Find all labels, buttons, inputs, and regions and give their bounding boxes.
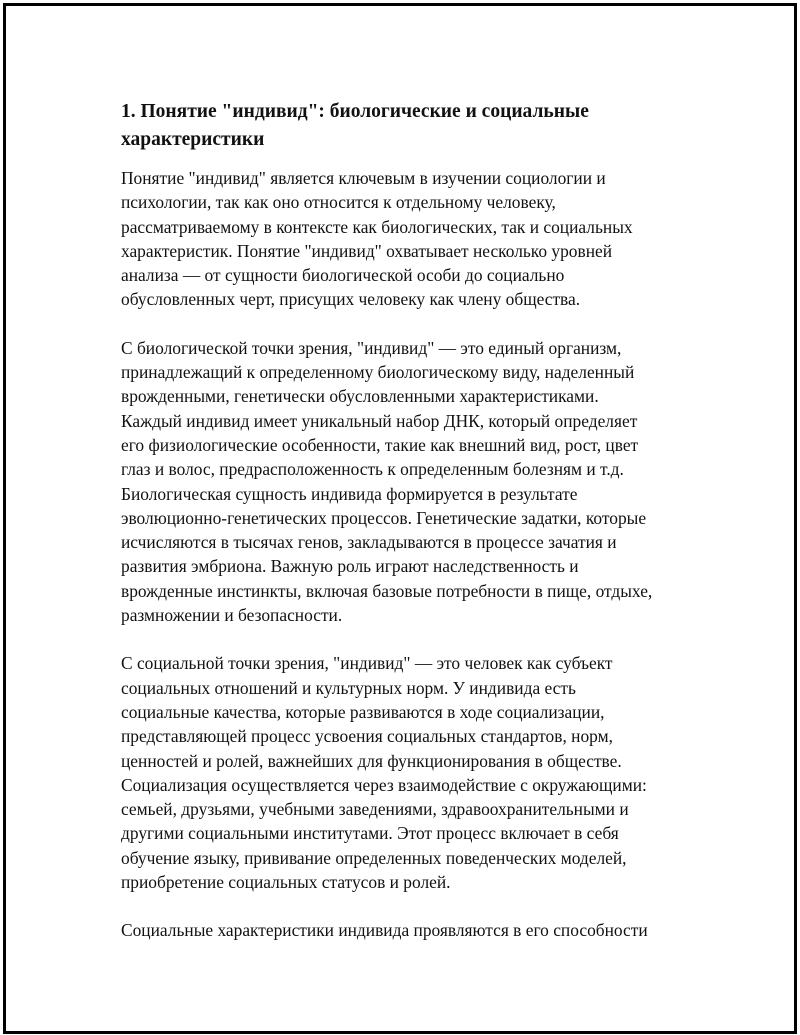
document-body <box>121 98 701 967</box>
text-line: рассматриваемому в контексте как биологических, так и социальных <box>121 216 633 237</box>
text-line: представляющей процесс усвоения социальных стандартов, норм, <box>121 726 613 747</box>
text-line: принадлежащий к определенному биологическому виду, наделенный <box>121 362 635 383</box>
text-line: Биологическая сущность индивида формируется в результате <box>121 483 578 504</box>
text-line: его физиологические особенности, такие как внешний вид, рост, цвет <box>121 434 639 455</box>
page-frame <box>3 3 797 1034</box>
text-line: психологии, так как оно относится к отдельному человеку, <box>121 192 556 213</box>
text-line: исчисляются в тысячах генов, закладываются в процессе зачатия и <box>121 532 617 553</box>
text-line: социальных отношений и культурных норм. У индивида есть <box>121 677 576 698</box>
heading-line: 1. Понятие "индивид": биологические и социальные <box>121 101 589 122</box>
paragraph-biological <box>121 336 701 628</box>
text-line: приобретение социальных статусов и ролей. <box>121 872 451 893</box>
heading-line: характеристики <box>121 129 265 150</box>
text-line: Понятие "индивид" является ключевым в изучении социологии и <box>121 168 606 188</box>
text-line: размножении и безопасности. <box>121 605 343 626</box>
paragraph-social-characteristics <box>121 918 701 942</box>
text-line: развития эмбриона. Важную роль играют наследственность и <box>121 556 579 577</box>
text-line: врожденными, генетически обусловленными характеристиками. <box>121 386 599 407</box>
text-line: Каждый индивид имеет уникальный набор ДНК, который определяет <box>121 410 638 431</box>
text-line: обучение языку, прививание определенных поведенческих моделей, <box>121 847 627 868</box>
text-line: характеристик. Понятие "индивид" охватывает несколько уровней <box>121 240 613 261</box>
text-line: глаз и волос, предрасположенность к определенным болезням и т.д. <box>121 459 624 480</box>
paragraph-social <box>121 651 701 894</box>
paragraph-intro <box>121 166 701 312</box>
text-line: С биологической точки зрения, "индивид" — это единый организм, <box>121 337 622 358</box>
text-line: другими социальными институтами. Этот процесс включает в себя <box>121 823 619 844</box>
text-line: ценностей и ролей, важнейших для функционирования в обществе. <box>121 750 622 771</box>
text-line: анализа — от сущности биологической особи до социально <box>121 265 565 286</box>
text-line: С социальной точки зрения, "индивид" — это человек как субъект <box>121 653 613 674</box>
text-line: Социальные характеристики индивида проявляются в его способности <box>121 920 648 941</box>
text-line: социальные качества, которые развиваются в ходе социализации, <box>121 701 605 722</box>
text-line: Социализация осуществляется через взаимодействие с окружающими: <box>121 774 647 795</box>
section-heading <box>121 98 701 154</box>
text-line: семьей, друзьями, учебными заведениями, здравоохранительными и <box>121 799 629 820</box>
text-line: эволюционно-генетических процессов. Генетические задатки, которые <box>121 507 647 528</box>
text-line: обусловленных черт, присущих человеку как члену общества. <box>121 289 581 310</box>
text-line: врожденные инстинкты, включая базовые потребности в пище, отдыхе, <box>121 580 653 601</box>
